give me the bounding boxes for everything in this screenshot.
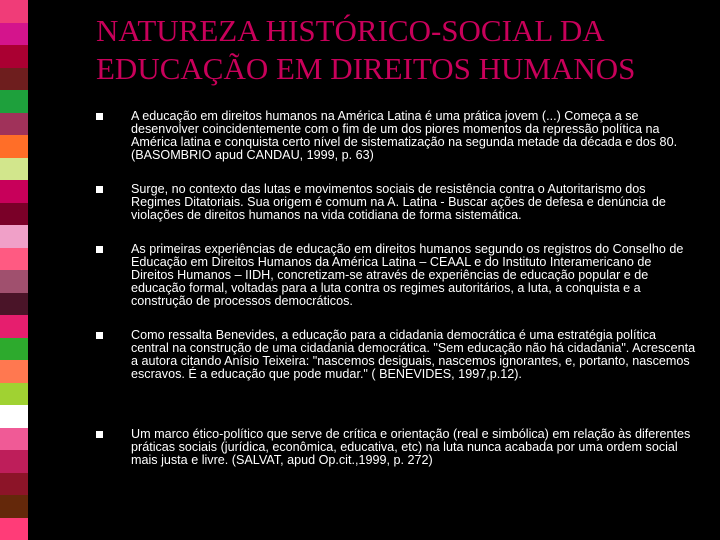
square-bullet-icon — [96, 431, 103, 438]
color-stripe — [0, 23, 28, 46]
color-stripe — [0, 383, 28, 406]
bullet-text: As primeiras experiências de educação em direitos humanos segundo os registros do Conselho de Educação em Direitos Humanos da América Latina – CEAAL e do Instituto Interamericano de Direitos Humanos – IIDH, concretizam-se através de experiências de educação popular e de educação formal, voltadas para a luta contra os regimes autoritários, a luta, a conquista e a construção de processos democráticos. — [131, 242, 684, 308]
bullet-list — [96, 110, 696, 467]
slide-title: NATUREZA HISTÓRICO-SOCIAL DA EDUCAÇÃO EM DIREITOS HUMANOS — [96, 13, 636, 86]
square-bullet-icon — [96, 332, 103, 339]
color-stripe — [0, 338, 28, 361]
square-bullet-icon — [96, 246, 103, 253]
color-stripe — [0, 428, 28, 451]
color-stripe — [0, 113, 28, 136]
color-stripe — [0, 0, 28, 23]
color-stripe — [0, 90, 28, 113]
color-stripe — [0, 270, 28, 293]
color-stripe — [0, 158, 28, 181]
color-stripe — [0, 315, 28, 338]
color-stripe — [0, 450, 28, 473]
color-stripe — [0, 518, 28, 540]
bullet-item — [96, 428, 696, 467]
color-stripe — [0, 473, 28, 496]
bullet-text: Um marco ético-político que serve de crítica e orientação (real e simbólica) em relação às diferentes práticas sociais (jurídica, econômica, educativa, etc) na luta nunca acabada por uma ordem social mais justa e livre. (SALVAT, apud Op.cit.,1999, p. 272) — [131, 427, 691, 467]
color-stripe — [0, 360, 28, 383]
color-stripe — [0, 68, 28, 91]
color-stripe — [0, 248, 28, 271]
color-stripe — [0, 293, 28, 316]
color-stripe — [0, 203, 28, 226]
bullet-item — [96, 183, 696, 222]
bullet-item — [96, 329, 696, 407]
bullet-item — [96, 110, 696, 162]
bullet-item — [96, 243, 696, 308]
bullet-text: Como ressalta Benevides, a educação para a cidadania democrática é uma estratégia política central na construção de uma cidadania democrática. "Sem educação não há cidadania". Acrescenta a autora citando Anísio Teixeira: "nascemos desiguais, nascemos ignorantes, e, portanto, nascemos escravos. É a educação que pode mudar." ( BENEVIDES, 1997,p.12). — [131, 328, 696, 381]
color-stripe — [0, 45, 28, 68]
color-stripe — [0, 135, 28, 158]
square-bullet-icon — [96, 113, 103, 120]
color-stripe — [0, 405, 28, 428]
bullet-text: Surge, no contexto das lutas e movimentos sociais de resistência contra o Autoritarismo dos Regimes Ditatoriais. Sua origem é comum na A. Latina - Buscar ações de defesa e denúncia de violações de direitos humanos na vida cotidiana de forma sistemática. — [131, 182, 666, 222]
color-stripe — [0, 225, 28, 248]
decorative-stripe-bar — [0, 0, 28, 540]
bullet-text: A educação em direitos humanos na América Latina é uma prática jovem (...) Começa a se desenvolver coincidentemente com o fim de um dos piores momentos da repressão política na América latina e conquista certo nível de sistematização na segunda metade da década e dos 80. (BASOMBRIO apud CANDAU, 1999, p. 63) — [131, 109, 678, 162]
color-stripe — [0, 180, 28, 203]
square-bullet-icon — [96, 186, 103, 193]
color-stripe — [0, 495, 28, 518]
